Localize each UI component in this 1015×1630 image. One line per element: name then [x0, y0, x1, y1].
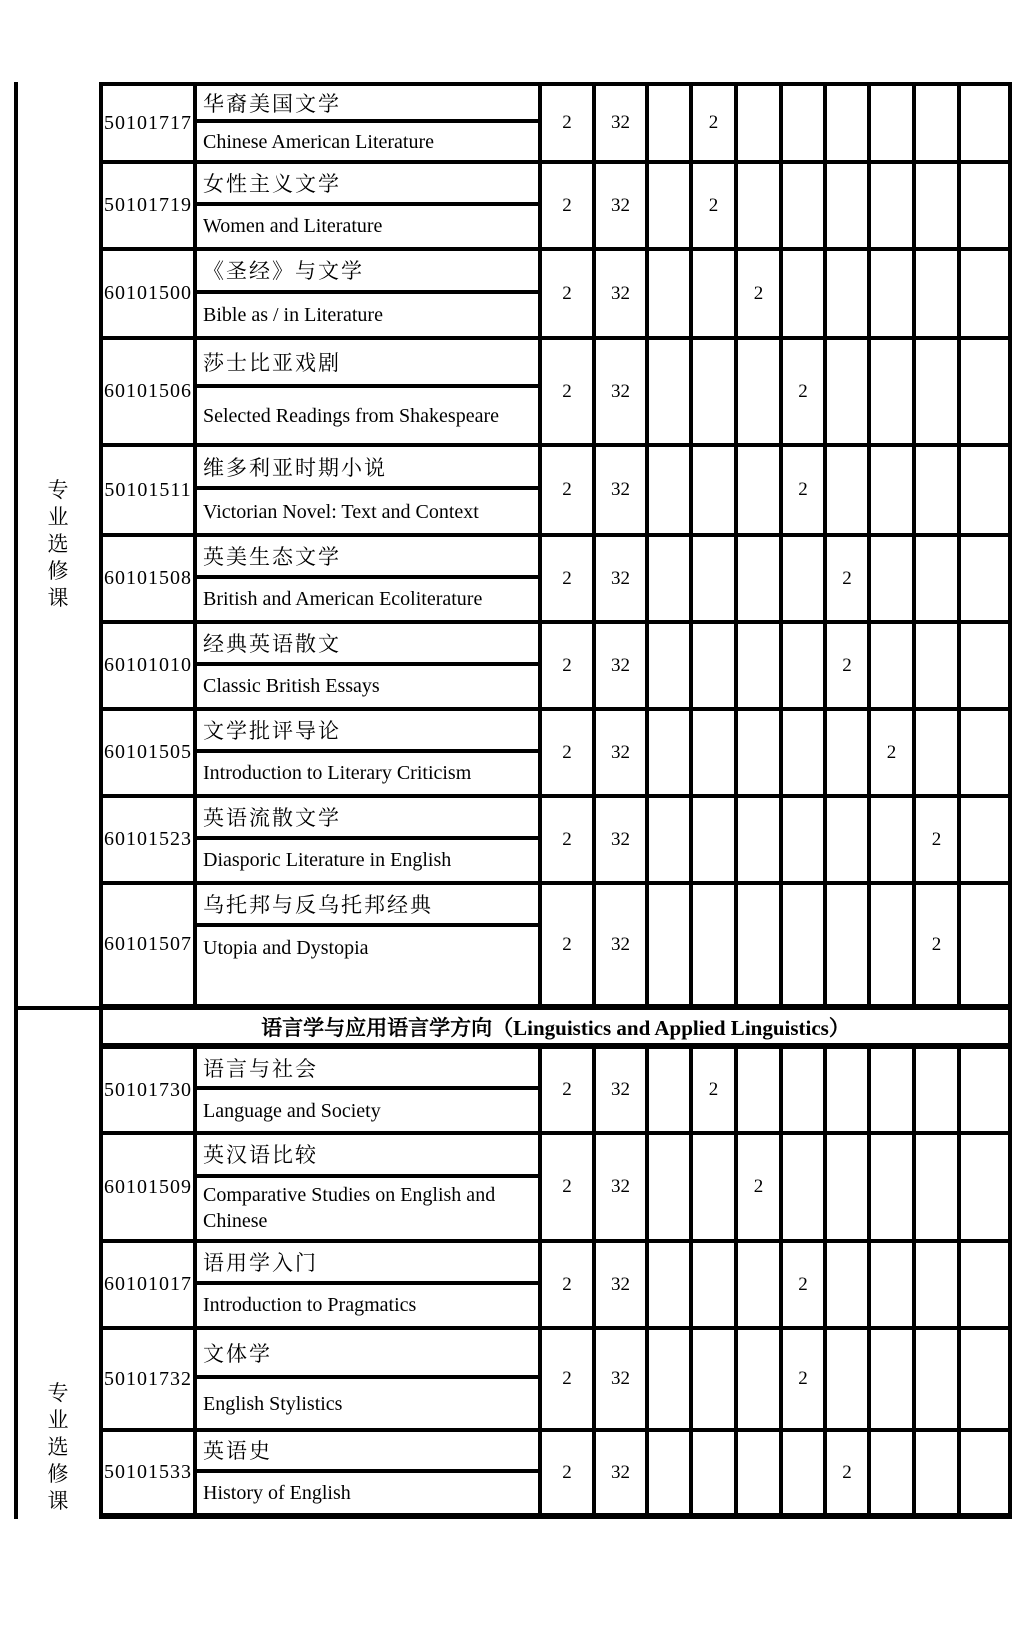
course-name-cell	[197, 1049, 542, 1135]
hours-cell: 32	[596, 711, 649, 798]
semester-4-cell: 2	[783, 340, 827, 447]
semester-6-cell	[871, 537, 916, 624]
semester-8-cell	[961, 447, 1012, 537]
hours-cell: 32	[596, 624, 649, 711]
semester-1-cell	[649, 711, 693, 798]
course-name-cell	[197, 340, 542, 447]
course-code: 50101511	[103, 447, 197, 537]
semester-6-cell	[871, 624, 916, 711]
semester-7-cell: 2	[916, 798, 961, 885]
course-name-cn: 文学批评导论	[197, 711, 538, 753]
course-name-en: Selected Readings from Shakespeare	[203, 404, 500, 427]
semester-1-cell	[649, 164, 693, 251]
semester-5-cell	[827, 1135, 871, 1243]
course-name-cn: 英语史	[197, 1432, 538, 1473]
course-name-en: Comparative Studies on English and Chinese	[203, 1184, 496, 1233]
semester-8-cell	[961, 798, 1012, 885]
course-code: 60101509	[103, 1135, 197, 1243]
course-code: 50101719	[103, 164, 197, 251]
semester-3-cell: 2	[738, 1135, 783, 1243]
credit-cell: 2	[542, 711, 596, 798]
credit-cell: 2	[542, 885, 596, 1010]
course-row	[103, 624, 1012, 711]
course-row	[103, 1432, 1012, 1519]
semester-2-cell	[693, 1243, 738, 1330]
course-row	[103, 1049, 1012, 1135]
semester-6-cell	[871, 1243, 916, 1330]
semester-7-cell	[916, 1049, 961, 1135]
semester-5-cell	[827, 251, 871, 340]
semester-3-cell	[738, 798, 783, 885]
course-name-en: Utopia and Dystopia	[203, 936, 369, 959]
semester-4-cell	[783, 711, 827, 798]
course-code: 50101732	[103, 1330, 197, 1432]
course-code: 60101505	[103, 711, 197, 798]
semester-8-cell	[961, 885, 1012, 1010]
course-name-cn: 女性主义文学	[197, 164, 538, 206]
credit-cell: 2	[542, 1049, 596, 1135]
course-row	[103, 798, 1012, 885]
semester-4-cell	[783, 86, 827, 164]
semester-6-cell	[871, 340, 916, 447]
semester-1-cell	[649, 537, 693, 624]
semester-5-cell	[827, 86, 871, 164]
semester-3-cell	[738, 1330, 783, 1432]
course-name-cell	[197, 447, 542, 537]
semester-7-cell	[916, 86, 961, 164]
semester-6-cell: 2	[871, 711, 916, 798]
semester-7-cell	[916, 1135, 961, 1243]
semester-8-cell	[961, 1330, 1012, 1432]
semester-7-cell	[916, 624, 961, 711]
semester-4-cell	[783, 164, 827, 251]
hours-cell: 32	[596, 1330, 649, 1432]
hours-cell: 32	[596, 447, 649, 537]
semester-1-cell	[649, 798, 693, 885]
semester-4-cell	[783, 1049, 827, 1135]
semester-6-cell	[871, 1432, 916, 1519]
course-row	[103, 537, 1012, 624]
course-name-cn: 华裔美国文学	[197, 86, 538, 123]
course-name-cell	[197, 251, 542, 340]
semester-5-cell	[827, 1049, 871, 1135]
semester-5-cell: 2	[827, 537, 871, 624]
hours-cell: 32	[596, 1432, 649, 1519]
semester-2-cell	[693, 711, 738, 798]
semester-7-cell	[916, 711, 961, 798]
hours-cell: 32	[596, 86, 649, 164]
semester-8-cell	[961, 251, 1012, 340]
semester-4-cell	[783, 624, 827, 711]
section-header-row	[103, 1010, 1012, 1049]
semester-3-cell	[738, 86, 783, 164]
semester-1-cell	[649, 1049, 693, 1135]
semester-2-cell: 2	[693, 86, 738, 164]
course-code: 60101506	[103, 340, 197, 447]
semester-7-cell	[916, 164, 961, 251]
credit-cell: 2	[542, 251, 596, 340]
credit-cell: 2	[542, 86, 596, 164]
course-row	[103, 251, 1012, 340]
semester-6-cell	[871, 798, 916, 885]
semester-7-cell	[916, 1243, 961, 1330]
course-row	[103, 340, 1012, 447]
course-name-en: Bible as / in Literature	[203, 303, 383, 326]
semester-6-cell	[871, 1135, 916, 1243]
semester-1-cell	[649, 340, 693, 447]
course-name-cell	[197, 1432, 542, 1519]
semester-3-cell	[738, 537, 783, 624]
semester-8-cell	[961, 1049, 1012, 1135]
credit-cell: 2	[542, 1432, 596, 1519]
course-name-en: Introduction to Pragmatics	[203, 1294, 417, 1317]
course-name-cell	[197, 798, 542, 885]
section-header-cn: 语言学与应用语言学方向	[261, 1016, 493, 1040]
course-code: 50101717	[103, 86, 197, 164]
semester-5-cell	[827, 340, 871, 447]
semester-7-cell	[916, 340, 961, 447]
course-name-cn: 经典英语散文	[197, 624, 538, 666]
semester-2-cell: 2	[693, 1049, 738, 1135]
section-header-title	[103, 1010, 1012, 1049]
semester-8-cell	[961, 1135, 1012, 1243]
course-code: 60101500	[103, 251, 197, 340]
credit-cell: 2	[542, 537, 596, 624]
semester-5-cell: 2	[827, 1432, 871, 1519]
semester-6-cell	[871, 164, 916, 251]
course-name-cell	[197, 1135, 542, 1243]
semester-2-cell	[693, 624, 738, 711]
course-name-cn: 莎士比亚戏剧	[197, 340, 538, 388]
course-name-cn: 《圣经》与文学	[197, 251, 538, 294]
semester-4-cell	[783, 537, 827, 624]
semester-1-cell	[649, 885, 693, 1010]
semester-6-cell	[871, 447, 916, 537]
course-name-en: Diasporic Literature in English	[203, 849, 452, 872]
course-name-cn: 文体学	[197, 1330, 538, 1379]
semester-7-cell	[916, 1330, 961, 1432]
semester-2-cell	[693, 537, 738, 624]
course-code: 60101508	[103, 537, 197, 624]
semester-3-cell	[738, 1243, 783, 1330]
semester-3-cell	[738, 624, 783, 711]
hours-cell: 32	[596, 340, 649, 447]
semester-6-cell	[871, 1049, 916, 1135]
semester-7-cell	[916, 537, 961, 624]
semester-8-cell	[961, 86, 1012, 164]
course-name-cell	[197, 537, 542, 624]
hours-cell: 32	[596, 537, 649, 624]
semester-2-cell	[693, 340, 738, 447]
semester-4-cell	[783, 1432, 827, 1519]
course-name-en: Introduction to Literary Criticism	[203, 762, 472, 785]
semester-5-cell: 2	[827, 624, 871, 711]
course-name-cn: 英美生态文学	[197, 537, 538, 579]
credit-cell: 2	[542, 1243, 596, 1330]
semester-7-cell	[916, 251, 961, 340]
semester-4-cell: 2	[783, 447, 827, 537]
semester-1-cell	[649, 624, 693, 711]
course-row	[103, 447, 1012, 537]
credit-cell: 2	[542, 164, 596, 251]
credit-cell: 2	[542, 1330, 596, 1432]
semester-2-cell	[693, 885, 738, 1010]
semester-6-cell	[871, 885, 916, 1010]
course-name-cell	[197, 1243, 542, 1330]
course-name-cell	[197, 624, 542, 711]
course-name-en: History of English	[203, 1481, 351, 1504]
semester-8-cell	[961, 711, 1012, 798]
category-label-bottom: 专业选修课	[47, 1381, 70, 1513]
course-code: 60101507	[103, 885, 197, 1010]
course-name-en: Classic British Essays	[203, 675, 380, 698]
credit-cell: 2	[542, 1135, 596, 1243]
semester-1-cell	[649, 447, 693, 537]
course-row	[103, 86, 1012, 164]
course-name-cell	[197, 86, 542, 164]
course-name-cell	[197, 1330, 542, 1432]
course-name-en: Language and Society	[203, 1099, 381, 1122]
semester-1-cell	[649, 251, 693, 340]
semester-6-cell	[871, 1330, 916, 1432]
semester-8-cell	[961, 624, 1012, 711]
semester-4-cell	[783, 885, 827, 1010]
semester-8-cell	[961, 1432, 1012, 1519]
semester-7-cell	[916, 447, 961, 537]
semester-3-cell: 2	[738, 251, 783, 340]
semester-2-cell	[693, 798, 738, 885]
semester-2-cell	[693, 251, 738, 340]
credit-cell: 2	[542, 447, 596, 537]
semester-4-cell	[783, 798, 827, 885]
section-header-en: （Linguistics and Applied Linguistics）	[492, 1015, 850, 1040]
category-label-top: 专业选修课	[47, 477, 70, 610]
semester-1-cell	[649, 1135, 693, 1243]
course-name-cn: 维多利亚时期小说	[197, 447, 538, 490]
course-row	[103, 885, 1012, 1010]
course-row	[103, 1243, 1012, 1330]
course-name-cn: 英汉语比较	[197, 1135, 538, 1178]
semester-3-cell	[738, 340, 783, 447]
hours-cell: 32	[596, 1049, 649, 1135]
course-name-cell	[197, 711, 542, 798]
semester-3-cell	[738, 885, 783, 1010]
semester-1-cell	[649, 1432, 693, 1519]
course-name-en: British and American Ecoliterature	[203, 588, 483, 611]
semester-5-cell	[827, 447, 871, 537]
semester-3-cell	[738, 1432, 783, 1519]
semester-6-cell	[871, 86, 916, 164]
hours-cell: 32	[596, 798, 649, 885]
semester-1-cell	[649, 1243, 693, 1330]
semester-4-cell: 2	[783, 1330, 827, 1432]
course-name-cn: 乌托邦与反乌托邦经典	[197, 885, 538, 927]
course-name-en: Victorian Novel: Text and Context	[203, 500, 479, 523]
semester-3-cell	[738, 447, 783, 537]
hours-cell: 32	[596, 164, 649, 251]
credit-cell: 2	[542, 798, 596, 885]
hours-cell: 32	[596, 251, 649, 340]
course-name-cell	[197, 885, 542, 1010]
course-name-cn: 语言与社会	[197, 1049, 538, 1090]
semester-2-cell	[693, 447, 738, 537]
semester-5-cell	[827, 164, 871, 251]
course-name-en: Women and Literature	[203, 215, 383, 238]
semester-2-cell	[693, 1135, 738, 1243]
semester-2-cell	[693, 1330, 738, 1432]
semester-8-cell	[961, 537, 1012, 624]
semester-8-cell	[961, 340, 1012, 447]
semester-1-cell	[649, 86, 693, 164]
hours-cell: 32	[596, 885, 649, 1010]
semester-2-cell: 2	[693, 164, 738, 251]
semester-8-cell	[961, 164, 1012, 251]
hours-cell: 32	[596, 1135, 649, 1243]
semester-3-cell	[738, 1049, 783, 1135]
course-name-cell	[197, 164, 542, 251]
course-name-en: Chinese American Literature	[203, 130, 435, 153]
credit-cell: 2	[542, 340, 596, 447]
hours-cell: 32	[596, 1243, 649, 1330]
category-column	[18, 82, 103, 1519]
semester-6-cell	[871, 251, 916, 340]
category-cell-bottom	[18, 1010, 99, 1519]
semester-5-cell	[827, 711, 871, 798]
course-row	[103, 1330, 1012, 1432]
semester-8-cell	[961, 1243, 1012, 1330]
semester-5-cell	[827, 798, 871, 885]
course-row	[103, 711, 1012, 798]
semester-7-cell: 2	[916, 885, 961, 1010]
course-name-cn: 英语流散文学	[197, 798, 538, 840]
course-code: 60101010	[103, 624, 197, 711]
semester-3-cell	[738, 711, 783, 798]
semester-7-cell	[916, 1432, 961, 1519]
curriculum-table	[14, 82, 1012, 1519]
semester-2-cell	[693, 1432, 738, 1519]
semester-5-cell	[827, 885, 871, 1010]
semester-4-cell	[783, 1135, 827, 1243]
category-cell-top	[18, 82, 99, 1010]
course-row	[103, 1135, 1012, 1243]
semester-1-cell	[649, 1330, 693, 1432]
semester-5-cell	[827, 1243, 871, 1330]
course-code: 60101017	[103, 1243, 197, 1330]
credit-cell: 2	[542, 624, 596, 711]
course-name-en: English Stylistics	[203, 1392, 343, 1415]
semester-5-cell	[827, 1330, 871, 1432]
course-code: 50101730	[103, 1049, 197, 1135]
table-body	[103, 82, 1012, 1519]
course-name-cn: 语用学入门	[197, 1243, 538, 1285]
course-row	[103, 164, 1012, 251]
semester-4-cell: 2	[783, 1243, 827, 1330]
course-code: 60101523	[103, 798, 197, 885]
semester-4-cell	[783, 251, 827, 340]
course-code: 50101533	[103, 1432, 197, 1519]
semester-3-cell	[738, 164, 783, 251]
